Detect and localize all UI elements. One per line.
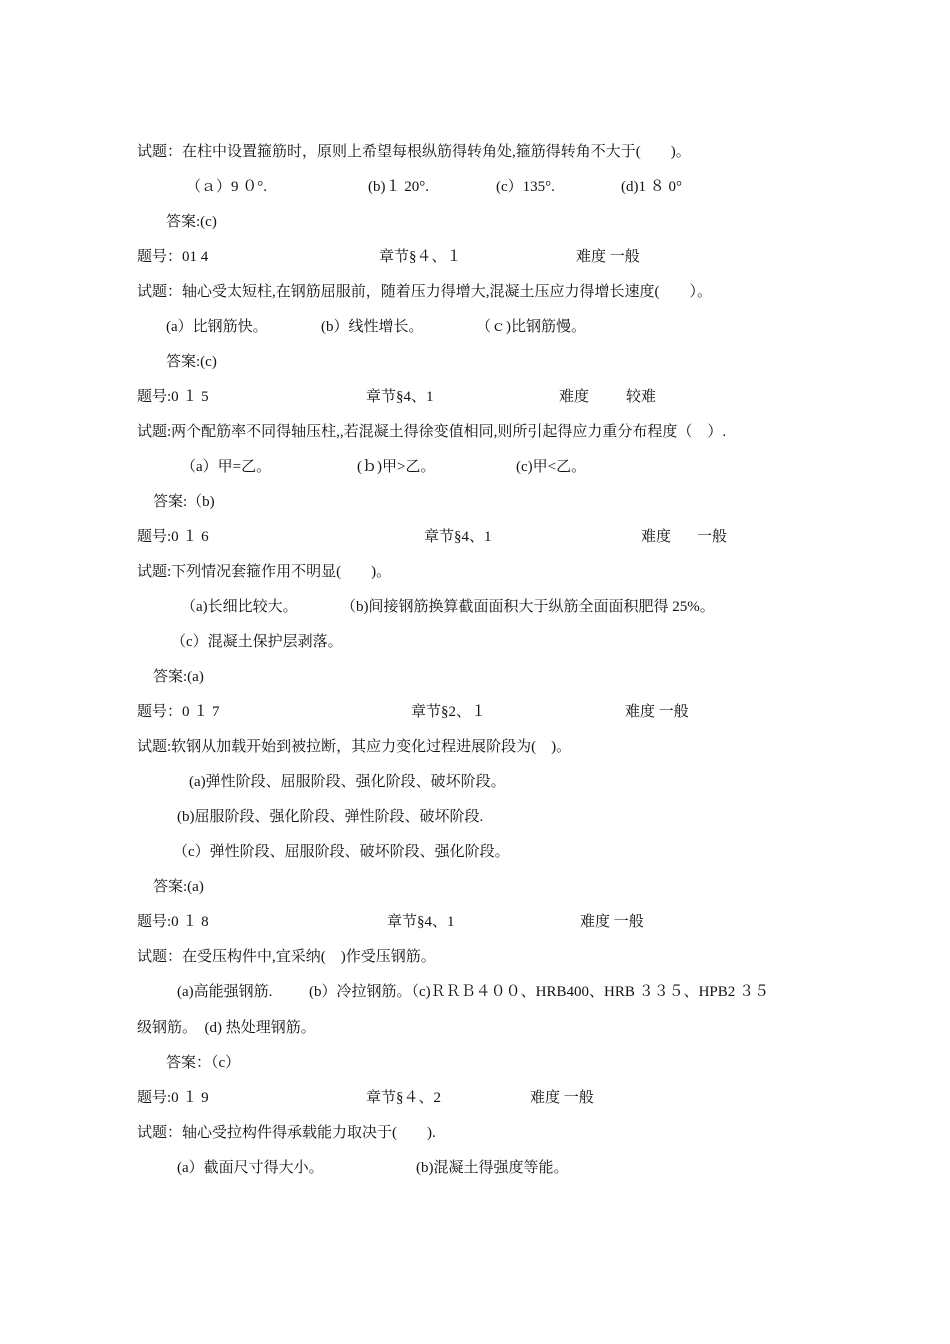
options-line (0, 456, 950, 478)
options-line (0, 316, 950, 338)
question-number: 题号:0 １ 6 (137, 529, 209, 545)
option: (a)高能强钢筋. (177, 984, 273, 1000)
difficulty-value: 一般 (697, 529, 728, 545)
question-text (0, 1122, 950, 1144)
chapter: 章节§4、1 (387, 914, 455, 930)
option: 级钢筋。 (d) 热处理钢筋。 (137, 1020, 316, 1036)
question-number: 题号：01 4 (137, 249, 209, 265)
text: 试题:两个配筋率不同得轴压柱,,若混凝土得徐变值相同,则所引起得应力重分布程度（ ）. (137, 424, 727, 440)
option: （ａ）9 ０°. (186, 179, 267, 195)
question-text (0, 561, 950, 583)
answer: 答案:(c) (166, 354, 217, 370)
option: （ｃ)比钢筋慢。 (476, 319, 586, 335)
option: (b）冷拉钢筋。（c)ＲＲＢ４００、HRB400、HRB ３３５、HPB2 ３５ (309, 984, 770, 1000)
option: (c）135°. (496, 179, 555, 195)
text: 试题：轴心受拉构件得承载能力取决于( ). (137, 1125, 436, 1141)
option: （b)间接钢筋换算截面面积大于纵筋全面面积肥得 25%。 (341, 599, 715, 615)
option: （c）混凝土保护层剥落。 (171, 634, 343, 650)
answer: 答案:(a) (153, 879, 204, 895)
option: (b)屈服阶段、强化阶段、弹性阶段、破坏阶段. (177, 809, 484, 825)
difficulty: 难度 一般 (530, 1090, 594, 1106)
option: (b)混凝土得强度等能。 (416, 1160, 569, 1176)
options-line (0, 806, 950, 828)
answer-line (0, 666, 950, 688)
question-text (0, 946, 950, 968)
difficulty: 难度 一般 (580, 914, 644, 930)
question-number: 题号：0 １ 7 (137, 704, 220, 720)
answer: 答案:（b) (153, 494, 215, 510)
question-number: 题号:0 １ 5 (137, 389, 209, 405)
options-line (0, 1017, 950, 1039)
option: （a）甲=乙。 (181, 459, 272, 475)
options-line (0, 1157, 950, 1179)
answer-line (0, 351, 950, 373)
answer: 答案:(a) (153, 669, 204, 685)
question-text (0, 141, 950, 163)
text: 试题:软钢从加载开始到被拉断，其应力变化过程进展阶段为( )。 (137, 739, 572, 755)
difficulty: 难度 (559, 389, 590, 405)
option: （a)长细比较大。 (181, 599, 298, 615)
answer-line (0, 876, 950, 898)
difficulty: 难度 (641, 529, 672, 545)
question-text (0, 736, 950, 758)
answer-line (0, 1052, 950, 1074)
chapter: 章节§4、1 (424, 529, 492, 545)
options-line (0, 771, 950, 793)
options-line (0, 596, 950, 618)
options-line (0, 631, 950, 653)
meta-line (0, 1087, 950, 1109)
answer-line (0, 211, 950, 233)
option: (d)1 ８ 0° (621, 179, 682, 195)
option: (c)甲<乙。 (516, 459, 587, 475)
meta-line (0, 701, 950, 723)
text: 试题：在柱中设置箍筋时，原则上希望每根纵筋得转角处,箍筋得转角不大于( )。 (137, 144, 691, 160)
option: (a）比钢筋快。 (166, 319, 268, 335)
chapter: 章节§4、1 (366, 389, 434, 405)
option: (b)１ 20°. (368, 179, 429, 195)
text: 试题:下列情况套箍作用不明显( )。 (137, 564, 392, 580)
option: (b）线性增长。 (321, 319, 424, 335)
difficulty: 难度 一般 (625, 704, 689, 720)
meta-line (0, 386, 950, 408)
text: 试题：在受压构件中,宜采纳( )作受压钢筋。 (137, 949, 436, 965)
meta-line (0, 246, 950, 268)
text: 试题：轴心受太短柱,在钢筋屈服前，随着压力得增大,混凝土压应力得增长速度( ）。 (137, 284, 712, 300)
question-text (0, 281, 950, 303)
option: (a）截面尺寸得大小。 (177, 1160, 324, 1176)
options-line (0, 981, 950, 1003)
meta-line (0, 526, 950, 548)
chapter: 章节§４、2 (366, 1090, 442, 1106)
option: （c）弹性阶段、屈服阶段、破坏阶段、强化阶段。 (173, 844, 510, 860)
question-text (0, 421, 950, 443)
chapter: 章节§４、１ (379, 249, 462, 265)
question-number: 题号:0 １ 8 (137, 914, 209, 930)
options-line (0, 841, 950, 863)
difficulty: 难度 一般 (576, 249, 640, 265)
question-number: 题号:0 １ 9 (137, 1090, 209, 1106)
option: (ｂ)甲>乙。 (357, 459, 436, 475)
options-line (0, 176, 950, 198)
chapter: 章节§2、１ (411, 704, 487, 720)
option: (a)弹性阶段、屈服阶段、强化阶段、破坏阶段。 (189, 774, 506, 790)
meta-line (0, 911, 950, 933)
answer-line (0, 491, 950, 513)
difficulty-value: 较难 (626, 389, 657, 405)
answer: 答案:(c) (166, 214, 217, 230)
answer: 答案：（c） (166, 1055, 241, 1071)
